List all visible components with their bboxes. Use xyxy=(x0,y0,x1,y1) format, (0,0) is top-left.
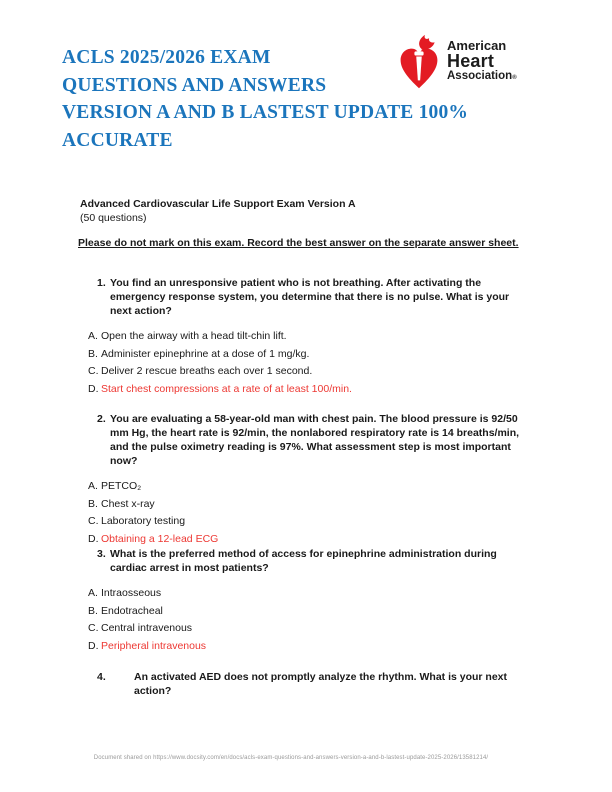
option-letter: B. xyxy=(88,604,98,617)
option-text: Intraosseous xyxy=(101,587,162,599)
option-letter: C. xyxy=(88,622,99,634)
option-text: Obtaining a 12-lead ECG xyxy=(101,532,219,545)
option-a xyxy=(88,330,528,342)
option-text: Administer epinephrine at a dose of 1 mg/kg. xyxy=(101,347,310,360)
question-number: 3. xyxy=(97,548,106,560)
aha-logo-word: American xyxy=(447,38,507,53)
option-text: Deliver 2 rescue breaths each over 1 second. xyxy=(101,365,313,377)
option-text: Chest x-ray xyxy=(101,497,155,510)
question-text-row xyxy=(97,670,528,698)
option-letter: A. xyxy=(88,330,98,342)
question-1 xyxy=(88,276,528,400)
option-b xyxy=(88,348,528,360)
option-letter: C. xyxy=(88,365,99,377)
question-text-row xyxy=(97,412,528,468)
page-title-line: ACLS 2025/2026 EXAM xyxy=(62,47,271,68)
question-text: An activated AED does not promptly analyze the rhythm. What is your next action? xyxy=(134,671,508,697)
aha-logo-word: Heart xyxy=(447,51,495,71)
page-title-line: QUESTIONS AND ANSWERS xyxy=(62,74,327,96)
exam-subtitle xyxy=(80,197,356,225)
question-text-row xyxy=(97,276,528,318)
option-text: Start chest compressions at a rate of at least 100/min. xyxy=(101,382,352,395)
option-text: Central intravenous xyxy=(101,622,193,634)
exam-name: Advanced Cardiovascular Life Support Exam Version A xyxy=(80,198,356,210)
question-text: What is the preferred method of access for epinephrine administration during cardiac arrest in most patients? xyxy=(110,548,497,574)
option-b xyxy=(88,605,528,617)
question-number: 4. xyxy=(97,671,106,683)
aha-logo-text xyxy=(447,39,517,85)
option-letter: D. xyxy=(88,532,99,545)
option-c xyxy=(88,365,528,377)
option-c xyxy=(88,515,528,527)
option-a xyxy=(88,480,528,492)
aha-logo-word: Association® xyxy=(447,70,517,82)
option-letter: A. xyxy=(88,587,98,599)
footer-share-note: Document shared on https://www.docsity.com/en/docs/acls-exam-questions-and-answers-version-a-and-b-lastest-update-2025-2026/13581214/ xyxy=(93,755,489,761)
aha-logo xyxy=(396,33,517,91)
question-text: You are evaluating a 58-year-old man with chest pain. The blood pressure is 92/50 mm Hg, the heart rate is 92/min, the nonlabored respiratory rate is 14 breaths/min, and the pulse oximetry reading is 97%. What assessment step is most important now? xyxy=(110,413,520,467)
option-letter: B. xyxy=(88,347,98,360)
option-letter: C. xyxy=(88,515,99,527)
options-list xyxy=(88,330,528,395)
question-text: You find an unresponsive patient who is not breathing. After activating the emergency response system, you determine that there is no pulse. What is your next action? xyxy=(110,277,510,317)
option-text: PETCO₂ xyxy=(101,480,142,492)
options-list xyxy=(88,587,528,652)
option-letter: B. xyxy=(88,497,98,510)
option-d xyxy=(88,640,528,652)
question-2 xyxy=(88,412,528,550)
options-list xyxy=(88,480,528,545)
exam-notice: Please do not mark on this exam. Record the best answer on the separate answer sheet. xyxy=(78,237,519,249)
option-text: Peripheral intravenous xyxy=(101,639,207,652)
question-4 xyxy=(88,670,528,698)
question-number: 1. xyxy=(97,277,106,289)
option-c xyxy=(88,622,528,634)
page-title-line: ACCURATE xyxy=(62,129,173,151)
option-d xyxy=(88,383,528,395)
registered-trademark: ® xyxy=(512,75,517,81)
question-number: 2. xyxy=(97,413,106,425)
page-title-line: VERSION A AND B LASTEST UPDATE 100% xyxy=(62,102,469,123)
option-text: Laboratory testing xyxy=(101,515,186,527)
option-text: Open the airway with a head tilt-chin lift. xyxy=(101,330,287,342)
option-d xyxy=(88,533,528,545)
question-count: (50 questions) xyxy=(80,212,147,224)
heart-torch-icon xyxy=(396,33,442,91)
option-a xyxy=(88,587,528,599)
option-text: Endotracheal xyxy=(101,604,163,617)
option-letter: D. xyxy=(88,639,99,652)
question-text-row xyxy=(97,547,528,575)
question-3 xyxy=(88,547,528,657)
option-letter: A. xyxy=(88,480,98,492)
option-b xyxy=(88,498,528,510)
option-letter: D. xyxy=(88,382,99,395)
